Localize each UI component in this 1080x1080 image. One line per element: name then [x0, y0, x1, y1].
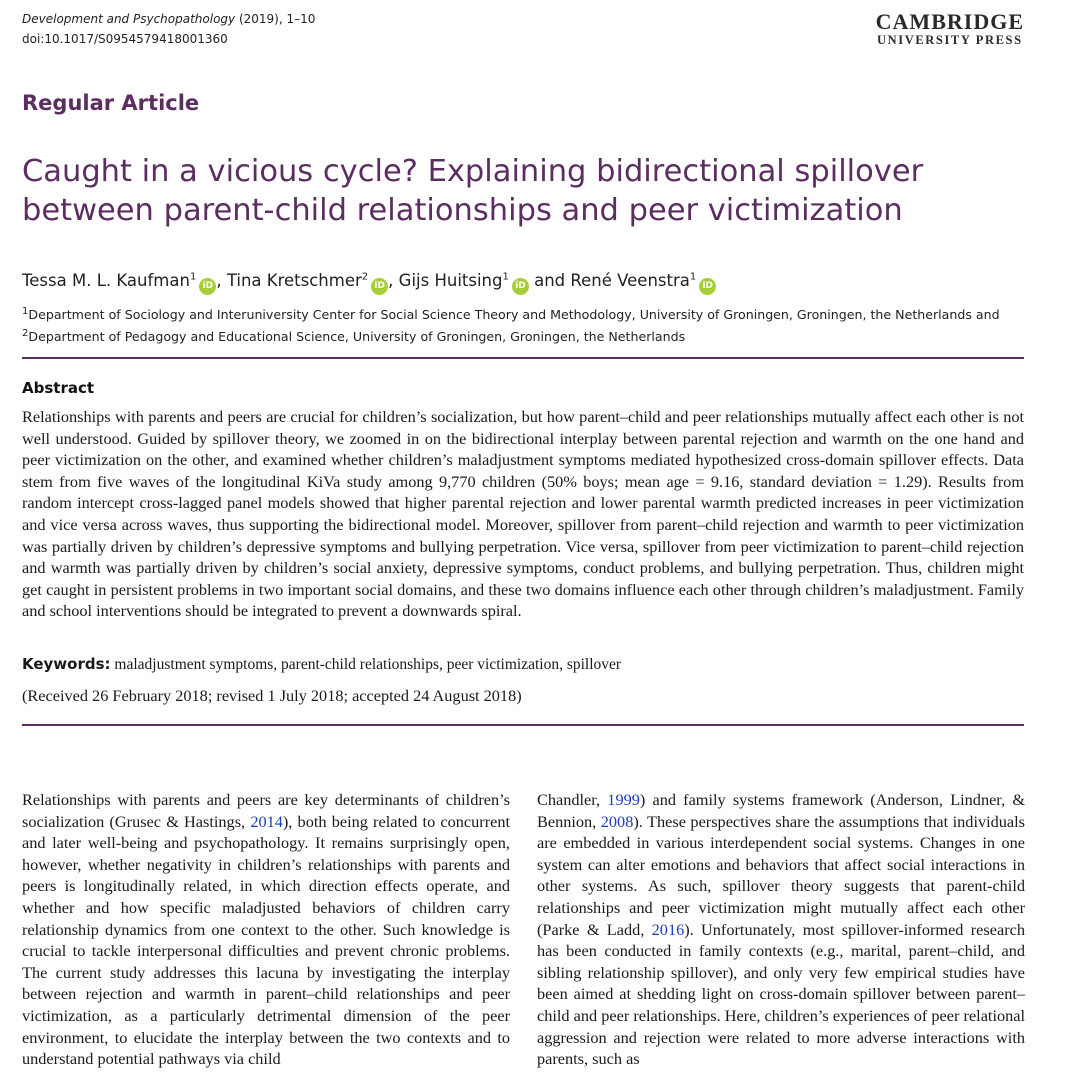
keywords-label: Keywords: [22, 655, 111, 673]
body-text: ). These perspectives share the assumptions that individuals are embedded in various interdependent social systems. Changes in one system can alter emotions and behaviors that affect social interactions in other systems. As such, spillover theory suggests that parent-child relationships and peer victimization might mutually affect each other (Parke & Ladd, [537, 811, 1026, 939]
author-affiliation: 1 [189, 271, 197, 283]
journal-citation [22, 9, 315, 29]
affiliations [22, 302, 1000, 346]
citation-link[interactable]: 2008 [600, 811, 634, 831]
body-text: ) and family systems framework (Anderson, Lindner, & Bennion, [537, 790, 1026, 831]
keywords-list: maladjustment symptoms, parent-child relationships, peer victimization, spillover [110, 656, 622, 673]
divider-top [22, 357, 1024, 359]
affiliation-text: Department of Sociology and Interuniversity Center for Social Science Theory and Methodology, University of Groningen, Groningen, the Netherlands and [28, 307, 1000, 323]
body-text: ). Unfortunately, most spillover-informed research has been conducted in family contexts (e.g., marital, parent–child, and sibling relationship spillover), and only very few empirical studies have been aimed at shedding light on cross-domain spillover between parent–child and peer relationships. Here, children’s experiences of peer relational aggression and rejection were related to more adverse interactions with parents, such as [537, 919, 1025, 1069]
author-name[interactable]: René Veenstra [570, 271, 690, 290]
publisher-line1: CAMBRIDGE [875, 9, 1024, 34]
orcid-icon[interactable]: iD [699, 278, 716, 295]
body-column-right [537, 789, 1025, 1070]
article-title: Caught in a vicious cycle? Explaining bidirectional spillover between parent-child relationships and peer victimization [22, 154, 924, 228]
received-dates: (Received 26 February 2018; revised 1 July 2018; accepted 24 August 2018) [22, 686, 522, 705]
citation-link[interactable]: 2016 [651, 919, 685, 939]
body-text: Relationships with parents and peers are key determinants of children’s socialization (Grusec & Hastings, [22, 790, 510, 831]
author-name[interactable]: Tina Kretschmer [226, 271, 362, 290]
affiliation-line [22, 324, 1000, 346]
abstract-heading: Abstract [22, 379, 95, 397]
publisher-logo [876, 11, 1024, 47]
orcid-icon[interactable]: iD [199, 278, 216, 295]
affiliation-number: 1 [22, 306, 29, 317]
journal-header [22, 9, 315, 49]
author-affiliation: 1 [502, 271, 509, 283]
author-separator: , [388, 271, 399, 290]
author-name[interactable]: Gijs Huitsing [398, 271, 503, 290]
divider-bottom [22, 724, 1024, 726]
affiliation-number: 2 [22, 328, 29, 340]
orcid-icon[interactable]: iD [512, 278, 529, 295]
author-separator: , [216, 271, 227, 290]
affiliation-line [22, 302, 1000, 324]
journal-info: (2019), 1–10 [235, 12, 316, 26]
author-affiliation: 1 [689, 271, 697, 283]
body-text: ), both being related to concurrent and later well-being and psychopathology. It remains surprisingly open, however, whether negativity in children’s relationships with parents and peers is longitudinally related, in which direction effects operate, and whether and how specific maladjusted behaviors of children carry relationship dynamics from one context to the other. Such knowledge is crucial to tackle interpersonal difficulties and prevent chronic problems. The current study addresses this lacuna by investigating the interplay between rejection and warmth in parent–child relationships and peer victimization, as a particularly detrimental dimension of the peer environment, to elucidate the interplay between the two contexts and to understand potential pathways via child [22, 811, 511, 1069]
body-column-left [22, 789, 510, 1070]
publisher-line2: UNIVERSITY PRESS [877, 33, 1023, 47]
body-text: Chandler, [537, 790, 608, 809]
keywords [22, 655, 621, 674]
doi[interactable]: doi:10.1017/S0954579418001360 [22, 32, 228, 46]
citation-link[interactable]: 2014 [250, 811, 283, 831]
citation-link[interactable]: 1999 [607, 790, 640, 809]
affiliation-text: Department of Pedagogy and Educational Science, University of Groningen, Groningen, the Netherlands [28, 329, 686, 345]
author-name[interactable]: Tessa M. L. Kaufman [22, 271, 190, 290]
article-type: Regular Article [22, 91, 200, 115]
author-separator: and [528, 271, 571, 290]
author-affiliation: 2 [361, 271, 369, 283]
abstract-text: Relationships with parents and peers are crucial for children’s socialization, but how parent–child and peer relationships mutually affect each other is not well understood. Guided by spillover theory, we zoomed in on the bidirectional interplay between parental rejection and warmth on the one hand and peer victimization on the other, and examined whether children’s maladjustment symptoms mediated hypothesized cross-domain spillover effects. Data stem from five waves of the longitudinal KiVa study among 9,770 children (50% boys; mean age = 9.16, standard deviation = 1.29). Results from random intercept cross-lagged panel models showed that higher parental rejection and lower parental warmth predicted increases in peer victimization and vice versa across waves, thus supporting the bidirectional model. Moreover, spillover from parent–child rejection and warmth to peer victimization was partially driven by children’s depressive symptoms and bullying perpetration. Vice versa, spillover from peer victimization to parent–child rejection and warmth was partially driven by children’s social anxiety, depressive symptoms, conduct problems, and bullying perpetration. Thus, children might get caught in persistent problems in two important social domains, and these two domains influence each other through children’s maladjustment. Family and school interventions should be integrated to prevent a downwards spiral. [22, 407, 1024, 621]
author-list [22, 271, 716, 295]
journal-name: Development and Psychopathology [22, 12, 236, 26]
orcid-icon[interactable]: iD [371, 278, 388, 295]
